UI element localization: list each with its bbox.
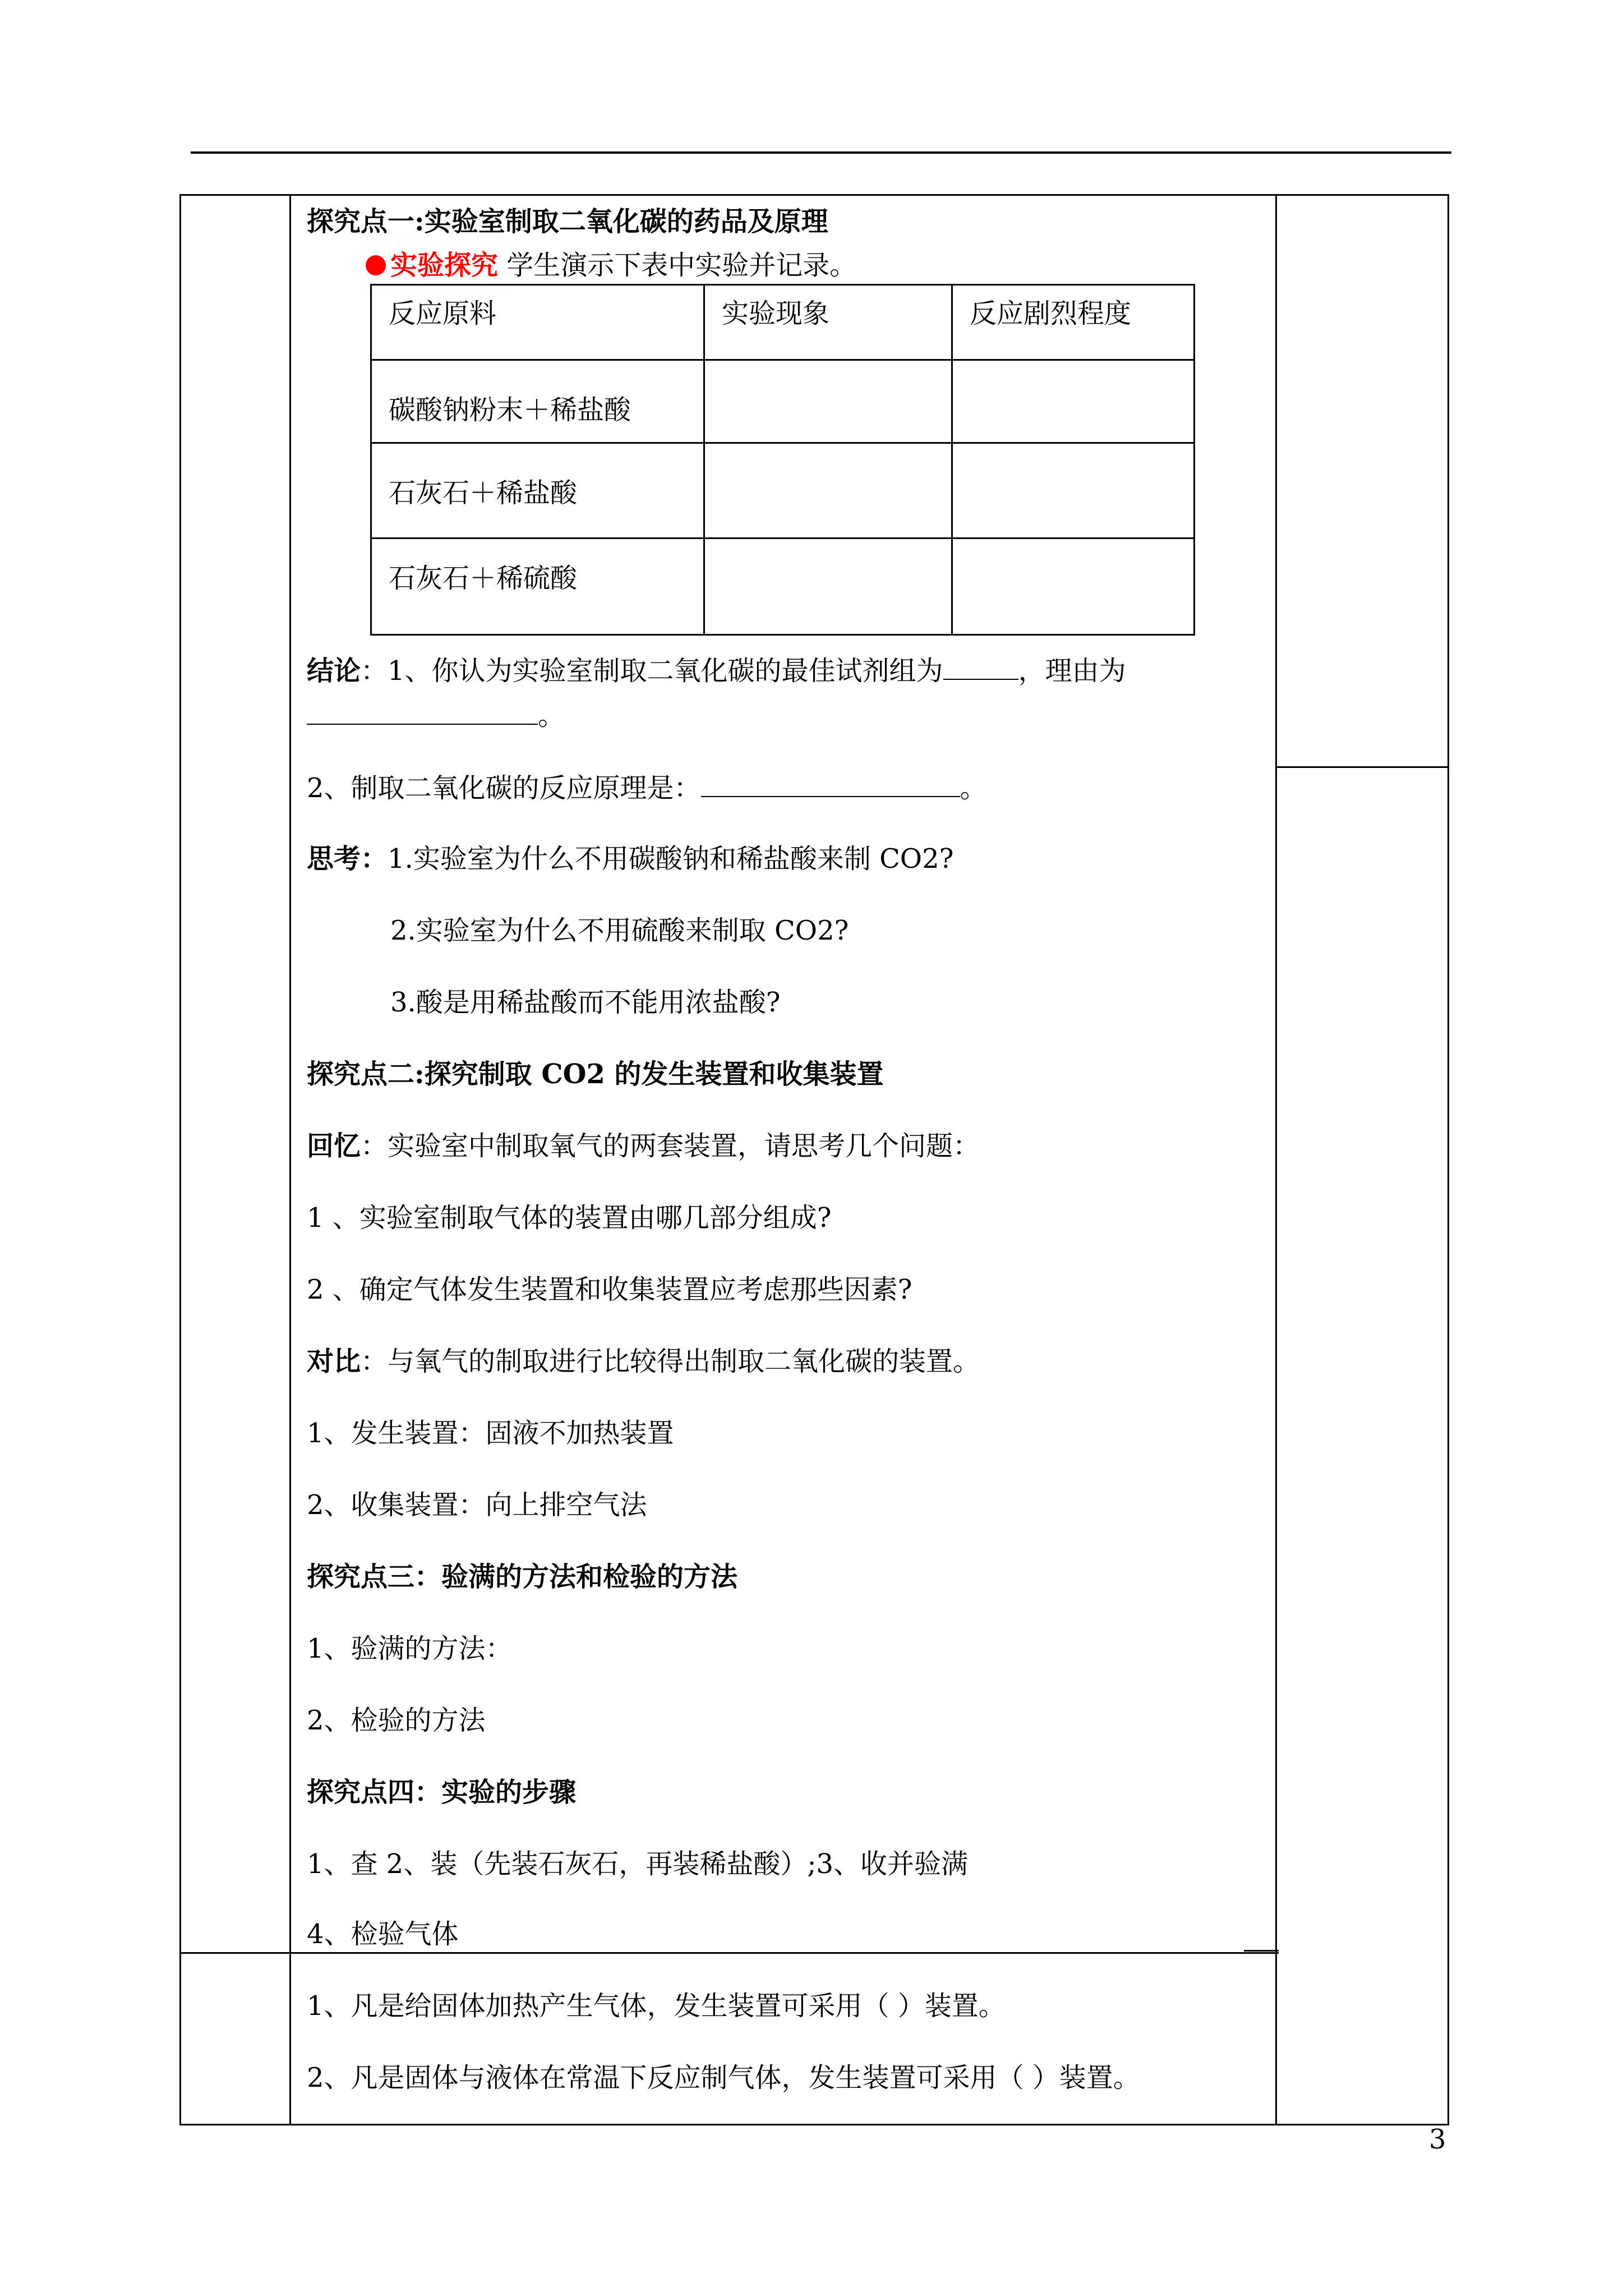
exercise-1: 1、凡是给固体加热产生气体，发生装置可采用（ ）装置。: [307, 1990, 1006, 2022]
table-cell: [704, 360, 952, 443]
section4-steps: 1、查 2、装（先装石灰石，再装稀盐酸）;3、收并验满: [307, 1848, 969, 1880]
table-header-cell: 反应原料: [371, 285, 704, 360]
section3-item-1: 1、验满的方法：: [307, 1633, 513, 1664]
answer-blank[interactable]: [307, 701, 538, 725]
section2-heading: 探究点二:探究制取 CO2 的发生装置和收集装置: [307, 1059, 884, 1090]
conclusion-1b: ，理由为: [1018, 655, 1126, 687]
table-row: [371, 539, 1195, 635]
frame-col1: [289, 194, 291, 2125]
recall-line: [307, 1129, 980, 1163]
table-header-cell: 反应剧烈程度: [952, 285, 1195, 360]
frame-bottom: [179, 2124, 1449, 2125]
think-line-1: [307, 842, 953, 876]
table-row: [371, 360, 1195, 443]
table-header-row: [371, 285, 1195, 360]
think-1: 1.实验室为什么不用碳酸钠和稀盐酸来制 CO2?: [388, 843, 954, 875]
red-bullet-icon: [366, 255, 386, 275]
frame-top: [179, 194, 1449, 196]
row-divider-short: [1244, 1950, 1279, 1952]
table-cell: [704, 539, 952, 635]
experiment-text: 学生演示下表中实验并记录。: [498, 250, 857, 281]
conclusion-label: 结论: [307, 655, 361, 687]
conclusion-line-1-cont: [307, 699, 565, 733]
table-cell: [952, 443, 1195, 539]
table-cell: [952, 360, 1195, 443]
compare-label: 对比: [307, 1346, 361, 1377]
compare-line: [307, 1345, 980, 1378]
experiment-label: 实验探究: [390, 250, 499, 281]
recall-label: 回忆: [307, 1130, 361, 1162]
compare-text: ：与氧气的制取进行比较得出制取二氧化碳的装置。: [361, 1346, 980, 1377]
answer-blank[interactable]: [701, 774, 960, 797]
page-number: 3: [1429, 2124, 1446, 2155]
right-column-divider: [1275, 766, 1449, 768]
conclusion-1a: ：1、你认为实验室制取二氧化碳的最佳试剂组为: [361, 655, 943, 687]
think-label: 思考：: [307, 843, 388, 875]
frame-right: [1447, 194, 1449, 2125]
table-header-cell: 实验现象: [704, 285, 952, 360]
section3-heading: 探究点三：验满的方法和检验的方法: [307, 1561, 738, 1593]
answer-blank[interactable]: [943, 656, 1018, 680]
section1-heading: 探究点一:实验室制取二氧化碳的药品及原理: [307, 206, 828, 237]
table-cell: [952, 539, 1195, 635]
conclusion-line-2: [307, 771, 987, 805]
experiment-line: [366, 249, 856, 282]
table-cell: 碳酸钠粉末＋稀盐酸: [371, 360, 704, 443]
conclusion-1c: 。: [538, 700, 565, 731]
answer-1: 1、发生装置：固液不加热装置: [307, 1418, 674, 1449]
frame-left: [179, 194, 181, 2125]
table-cell: 石灰石＋稀硫酸: [371, 539, 704, 635]
answer-2: 2、收集装置：向上排空气法: [307, 1489, 647, 1521]
header-rule: [191, 151, 1451, 154]
conclusion-line-1: [307, 654, 1126, 688]
section4-heading: 探究点四：实验的步骤: [307, 1777, 577, 1808]
experiment-table: [370, 284, 1195, 636]
row-divider: [179, 1952, 1279, 1954]
table-cell: 石灰石＋稀盐酸: [371, 443, 704, 539]
table-row: [371, 443, 1195, 539]
exercise-2: 2、凡是固体与液体在常温下反应制气体，发生装置可采用（ ）装置。: [307, 2062, 1140, 2093]
conclusion-2b: 。: [960, 772, 987, 804]
think-3: 3.酸是用稀盐酸而不能用浓盐酸?: [390, 987, 781, 1018]
section3-item-2: 2、检验的方法: [307, 1705, 486, 1736]
question-2: 2 、确定气体发生装置和收集装置应考虑那些因素?: [307, 1274, 912, 1305]
section4-step-4: 4、检验气体: [307, 1918, 459, 1950]
think-2: 2.实验室为什么不用硫酸来制取 CO2?: [390, 915, 849, 946]
conclusion-2a: 2、制取二氧化碳的反应原理是：: [307, 772, 701, 804]
table-cell: [704, 443, 952, 539]
frame-col2: [1275, 194, 1277, 2125]
recall-text: ：实验室中制取氧气的两套装置，请思考几个问题：: [361, 1130, 980, 1162]
question-1: 1 、实验室制取气体的装置由哪几部分组成?: [307, 1202, 832, 1234]
